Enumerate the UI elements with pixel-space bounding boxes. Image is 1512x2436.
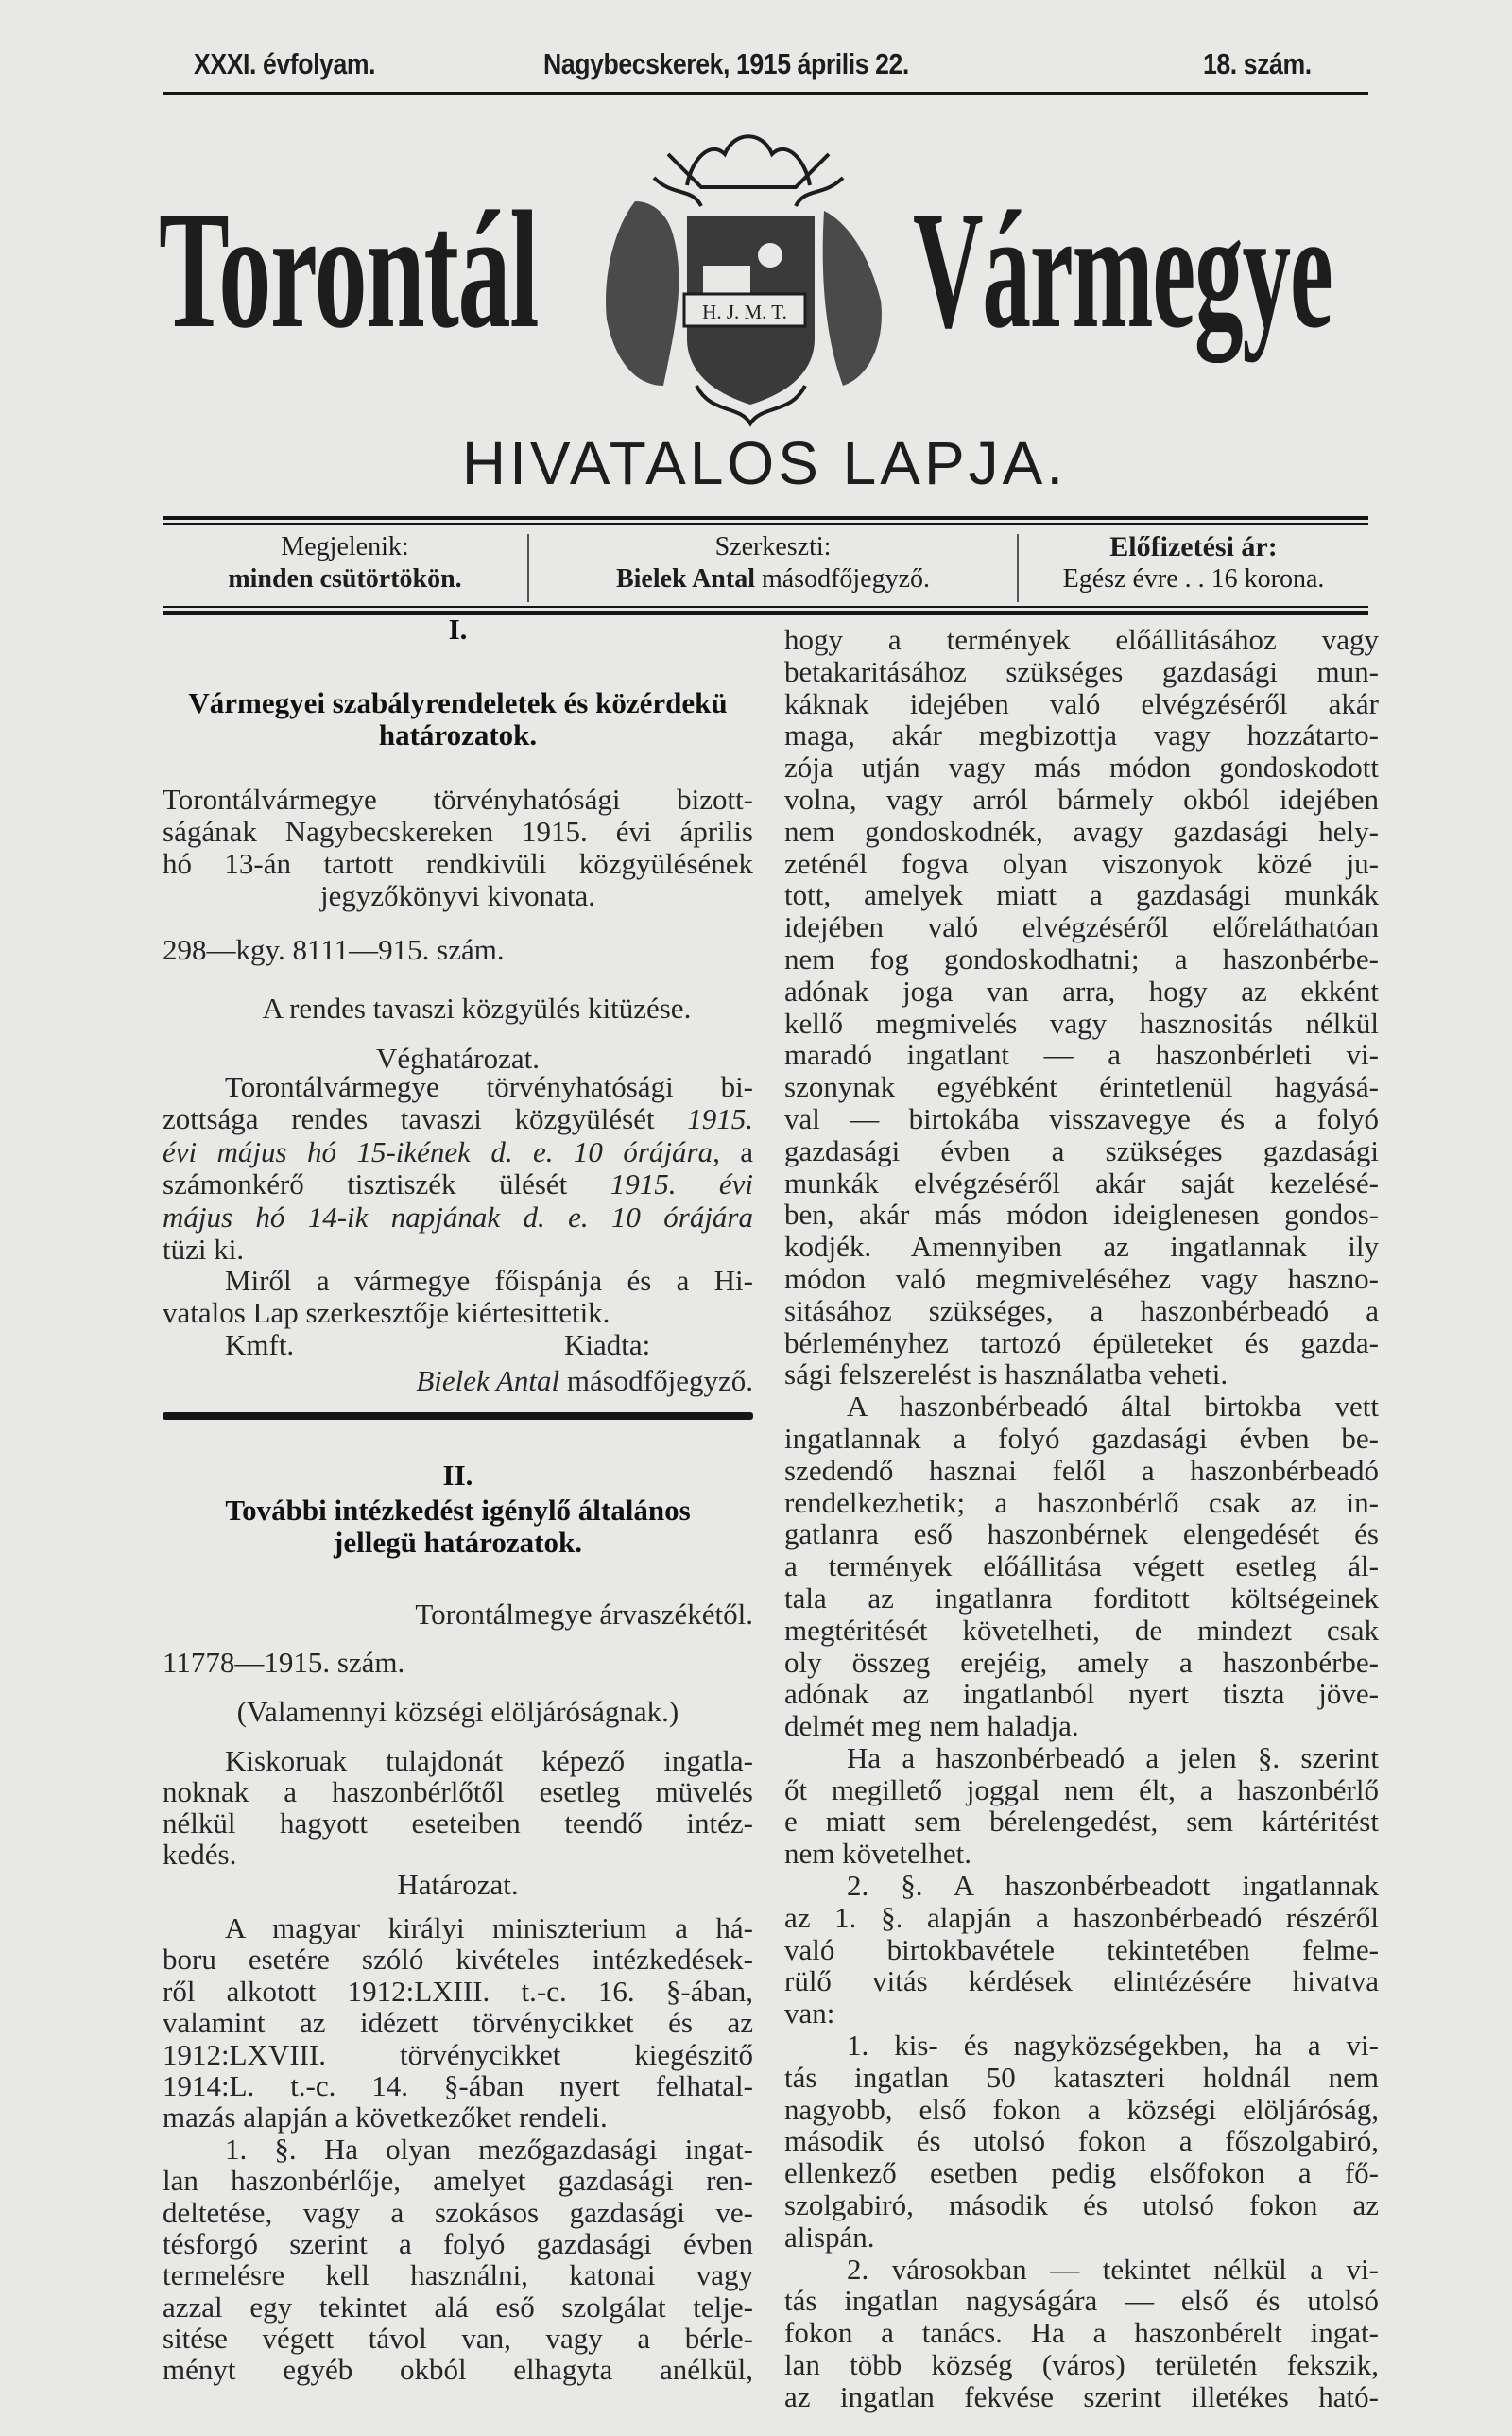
text-line	[784, 1582, 1379, 1615]
text-line	[163, 2039, 753, 2070]
text-segment: Kiskoruak tulajdonát képező ingatla-	[225, 1744, 753, 1777]
text-line	[784, 1263, 1379, 1295]
text-line	[163, 1839, 753, 1870]
text-segment: lan haszonbérlője, amelyet gazdasági ren-	[163, 2164, 753, 2198]
text-line	[784, 656, 1379, 688]
heading-line: határozatok.	[378, 718, 538, 752]
text-line	[784, 2285, 1379, 2317]
text-line	[163, 1297, 753, 1329]
text-segment: val — birtokába visszavegye és a folyó	[784, 1101, 1379, 1135]
section-2-body	[163, 1912, 753, 2386]
text-segment: tott, amelyek miatt a gazdasági munkák	[784, 878, 1379, 912]
text-line	[163, 2165, 753, 2196]
text-line	[784, 2381, 1379, 2413]
section-1-reference: 298—kgy. 8111—915. szám.	[163, 933, 505, 966]
text-line	[784, 2221, 1379, 2254]
text-segment: betakaritásához szükséges gazdasági mun-	[784, 654, 1379, 688]
text-line	[784, 911, 1379, 943]
text-line	[163, 1976, 753, 2007]
volume-label: XXXI. évfolyam.	[194, 47, 376, 80]
text-segment: gatlanra eső haszonbérnek elengedését és	[784, 1517, 1379, 1551]
text-segment: ben, akár más módon ideiglenesen gondos-	[784, 1198, 1379, 1232]
text-segment: ingatlannak a folyó gazdasági évben be-	[784, 1421, 1379, 1455]
text-segment: adónak az ingatlanból nyert tiszta jöve-	[784, 1677, 1379, 1711]
place-date-label: Nagybecskerek, 1915 április 22.	[543, 47, 909, 80]
text-segment: tüzi ki.	[163, 1232, 245, 1266]
text-line	[784, 1742, 1379, 1774]
signature-name: Bielek Antal	[416, 1364, 560, 1397]
title-left: Torontál	[159, 176, 539, 363]
text-segment: ményt egyéb okból elhagyta anélkül,	[163, 2353, 753, 2387]
text-line	[784, 1071, 1379, 1103]
price-value: Egész évre . . 16 korona.	[1062, 564, 1325, 594]
text-segment: kedés.	[163, 1838, 237, 1871]
text-line	[784, 848, 1379, 880]
info-rule-top	[163, 516, 1368, 520]
text-line	[784, 1135, 1379, 1167]
text-line	[784, 1902, 1379, 1934]
text-line	[163, 1234, 753, 1266]
text-segment: A haszonbérbeadó által birtokba vett	[847, 1390, 1379, 1424]
text-segment: 1. §. Ha olyan mezőgazdasági ingat-	[225, 2132, 753, 2166]
text-segment: 1. kis- és nagyközségekben, ha a vi-	[847, 2029, 1379, 2063]
text-line	[784, 2125, 1379, 2157]
text-line	[163, 1168, 753, 1201]
text-line	[784, 1965, 1379, 1997]
text-segment: adónak joga van arra, hogy az ekként	[784, 974, 1379, 1008]
text-segment: tala az ingatlanra forditott költségeinek	[784, 1581, 1379, 1615]
text-segment: noknak a haszonbérlőtől esetleg müvelés	[163, 1775, 753, 1808]
text-line	[784, 2030, 1379, 2062]
text-line	[784, 1423, 1379, 1455]
text-segment: az 1. §. alapján a haszonbérbeadó részéről	[784, 1900, 1379, 1934]
text-line	[784, 1870, 1379, 1902]
text-segment: módon való megmiveléséhez vagy haszno-	[784, 1261, 1379, 1295]
text-line	[784, 2157, 1379, 2189]
text-line	[784, 1358, 1379, 1391]
text-line	[784, 2349, 1379, 2381]
text-line	[784, 816, 1379, 848]
text-segment: évi május hó 15-ikének d. e. 10 órájára	[163, 1134, 713, 1168]
text-segment: Miről a vármegye főispánja és a Hi-	[225, 1264, 753, 1297]
section-1-decision-label: Véghatározat.	[376, 1042, 540, 1075]
text-segment: alispán.	[784, 2220, 875, 2254]
section-2-addressee: (Valamennyi községi elöljáróságnak.)	[236, 1695, 679, 1728]
section-2-subject	[163, 1745, 753, 1870]
info-rule-bottom-thin	[163, 606, 1368, 608]
text-line	[163, 1776, 753, 1807]
text-line	[784, 719, 1379, 752]
top-rule	[163, 92, 1368, 95]
editor-name: Bielek Antal	[615, 564, 755, 594]
text-line	[784, 1231, 1379, 1263]
text-segment: számonkérő tisztiszék ülését	[163, 1167, 610, 1201]
text-line: Torontálvármegye törvényhatósági bizott-	[163, 783, 753, 816]
section-2-decision-label: Határozat.	[397, 1868, 519, 1901]
text-line	[163, 2323, 753, 2354]
text-line	[163, 2259, 753, 2290]
text-line	[784, 1805, 1379, 1838]
text-segment: , a	[713, 1134, 754, 1168]
text-segment: delmét meg nem haladja.	[784, 1709, 1079, 1743]
text-segment: van:	[784, 1996, 835, 2030]
text-line	[784, 784, 1379, 816]
text-line	[163, 1912, 753, 1944]
text-segment: lan több község (város) területén fekszik,	[784, 2348, 1379, 2382]
text-line	[784, 1550, 1379, 1582]
text-segment: A magyar királyi miniszterium a há-	[225, 1911, 753, 1944]
text-line	[784, 1647, 1379, 1679]
text-line	[784, 1838, 1379, 1870]
text-segment: valamint az idézett törvénycikket és az	[163, 2006, 753, 2040]
text-line	[784, 624, 1379, 656]
text-segment: bérleményhez tartozó épületeket és gazda-	[784, 1325, 1379, 1359]
text-segment: káknak idejében való elvégzéséről akár	[784, 686, 1379, 720]
text-line	[163, 1807, 753, 1839]
text-segment: nem gondoskodnék, avagy gazdasági hely-	[784, 814, 1379, 848]
text-segment: tás ingatlan nagyságára — első és utolsó	[784, 2284, 1379, 2318]
price-info	[1019, 531, 1368, 601]
kmft-label: Kmft.	[225, 1328, 295, 1361]
text-segment: gazdasági évben a szükséges gazdasági	[784, 1133, 1379, 1167]
section-1-paragraph	[163, 1265, 753, 1330]
text-line	[784, 688, 1379, 720]
text-line	[784, 1103, 1379, 1135]
text-segment: sitése végett távol van, vagy a bérle-	[163, 2322, 753, 2356]
text-segment: Torontálvármegye törvényhatósági bi-	[225, 1070, 753, 1103]
text-line	[784, 1199, 1379, 1231]
section-1-intro	[163, 784, 753, 912]
text-segment: szolgabiró, második és utolsó fokon az	[784, 2188, 1379, 2222]
text-line	[163, 2134, 753, 2165]
crest-banner-text: H. J. M. T.	[702, 301, 787, 323]
text-segment: 1914:L. t.-c. 14. §-ában nyert felhatal-	[163, 2068, 753, 2102]
section-2-from: Torontálmegye árvaszékétől.	[415, 1598, 753, 1631]
info-rule-top-thin	[163, 523, 1368, 525]
text-line	[784, 1518, 1379, 1550]
text-segment: megtéritését követelheti, de mindezt csak	[784, 1613, 1379, 1647]
text-segment: szedendő hasznai felől a haszonbérbeadó	[784, 1453, 1379, 1487]
text-line	[784, 2062, 1379, 2094]
text-line	[784, 752, 1379, 784]
text-segment: tésforgó szerint a folyó gazdasági évben	[163, 2226, 753, 2260]
text-line	[163, 2354, 753, 2385]
text-line	[784, 1934, 1379, 1966]
text-line: jegyzőkönyvi kivonata.	[320, 879, 595, 912]
county-crest-logo	[597, 121, 903, 433]
text-line	[784, 1327, 1379, 1359]
issued-by-label: Kiadta:	[564, 1328, 651, 1361]
text-segment: ellenkező esetben pedig elsőfokon a fő-	[784, 2156, 1379, 2190]
right-column-body	[784, 624, 1379, 2413]
text-segment: munkák elvégzéséről akár saját kezelésé-	[784, 1166, 1379, 1200]
text-segment: azzal egy tekintet alá eső szolgálat telje-	[163, 2289, 753, 2324]
text-line	[163, 1201, 753, 1234]
heading-line: jellegü határozatok.	[334, 1526, 582, 1559]
text-line	[163, 1265, 753, 1297]
editor-info	[529, 531, 1017, 601]
text-line	[163, 2007, 753, 2038]
text-line	[784, 1487, 1379, 1519]
text-line	[784, 1167, 1379, 1200]
text-line	[784, 1774, 1379, 1806]
issue-number-label: 18. szám.	[1203, 47, 1312, 80]
text-segment: május hó 14-ik napjának d. e. 10 órájára	[163, 1200, 753, 1234]
text-line: ságának Nagybecskereken 1915. évi április	[163, 815, 753, 848]
text-segment: második és utolsó fokon a főszolgabiró,	[784, 2124, 1379, 2158]
text-segment: zója utján vagy más módon gondoskodott	[784, 751, 1379, 785]
section-1-heading	[163, 687, 753, 752]
subtitle: HIVATALOS LAPJA.	[461, 429, 1068, 497]
text-segment: 2. §. A haszonbérbeadott ingatlannak	[847, 1869, 1379, 1903]
text-segment: rülő vitás kérdések elintézésére hivatva	[784, 1964, 1379, 1998]
text-segment: mazás alapján a következőket rendeli.	[163, 2100, 608, 2134]
text-segment: 1912:LXVIII. törvénycikket kiegészitő	[163, 2037, 753, 2071]
text-line	[163, 1071, 753, 1103]
text-line	[784, 2317, 1379, 2349]
section-1-numeral: I.	[448, 613, 468, 646]
text-line	[784, 976, 1379, 1008]
heading-line: Vármegyei szabályrendeletek és közérdekü	[188, 686, 728, 719]
text-segment: sági felszerelést is használatba veheti.	[784, 1357, 1228, 1391]
text-segment: kodjék. Amennyiben az ingatlannak ily	[784, 1230, 1379, 1264]
text-line	[784, 879, 1379, 911]
text-line	[163, 2070, 753, 2101]
text-segment: e miatt sem bérelengedést, sem kártéritést	[784, 1805, 1379, 1839]
section-2-heading	[163, 1494, 753, 1559]
section-2-numeral: II.	[442, 1459, 473, 1492]
text-segment: kellő megmivelés vagy hasznositás nélkül	[784, 1006, 1379, 1040]
text-line	[163, 1136, 753, 1168]
text-segment: a termények előállitása végett esetleg ál-	[784, 1549, 1379, 1583]
text-segment: való birtokbavétele tekintetében felme-	[784, 1932, 1379, 1966]
text-segment: oly összeg erejéig, amely a haszonbérbe-	[784, 1645, 1379, 1679]
text-line	[784, 1008, 1379, 1040]
text-segment: maradó ingatlant — a haszonbérleti vi-	[784, 1038, 1379, 1072]
editor-title: másodfőjegyző.	[761, 564, 931, 594]
text-segment: ről alkotott 1912:LXIII. t.-c. 16. §-ában,	[163, 1974, 753, 2008]
publish-label: Megjelenik:	[281, 532, 409, 561]
heading-line: További intézkedést igénylő általános	[225, 1494, 691, 1527]
signature	[163, 1364, 753, 1398]
text-segment: vatalos Lap szerkesztője kiértesittetik.	[163, 1296, 610, 1330]
editor-label: Szerkeszti:	[714, 532, 832, 561]
text-segment: volna, vagy arról bármely okból idejében	[784, 782, 1379, 816]
text-segment: 1915. évi	[610, 1167, 753, 1201]
text-line	[784, 1997, 1379, 2030]
text-segment: őt megillető joggal nem élt, a haszonbérlő	[784, 1772, 1379, 1806]
text-line	[784, 2254, 1379, 2286]
text-segment: Ha a haszonbérbeadó a jelen §. szerint	[847, 1740, 1379, 1774]
text-segment: rendelkezhetik; a haszonbérlő csak az in-	[784, 1485, 1379, 1519]
text-segment: fokon a tanács. Ha a haszonbérelt ingat-	[784, 2316, 1379, 2350]
text-segment: idejében való elvégzéséről előreláthatóan	[784, 910, 1379, 944]
text-segment: nagyobb, első fokon a községi elöljáróság,	[784, 2092, 1379, 2126]
text-segment: zottsága rendes tavaszi közgyülését	[163, 1102, 688, 1136]
text-line	[163, 1745, 753, 1776]
text-line	[163, 2228, 753, 2259]
text-segment: boru esetére szóló kivételes intézkedések-	[163, 1943, 753, 1977]
text-line	[784, 2189, 1379, 2221]
text-line	[163, 1103, 753, 1135]
text-segment: nem fog gondoskodhatni; a haszonbérbe-	[784, 942, 1379, 976]
text-line	[784, 2094, 1379, 2126]
text-line: hó 13-án tartott rendkivüli közgyülésének	[163, 847, 753, 880]
text-segment: szonynak egyébként érintetlenül hagyásá-	[784, 1070, 1379, 1104]
text-line	[784, 1615, 1379, 1647]
text-line	[784, 1678, 1379, 1710]
text-line	[163, 1944, 753, 1975]
text-line	[784, 1039, 1379, 1071]
section-divider	[163, 1412, 753, 1420]
publish-info	[163, 531, 527, 601]
text-segment: 1915.	[687, 1102, 753, 1136]
text-segment: 2. városokban — tekintet nélkül a vi-	[847, 2252, 1379, 2286]
text-segment: sitásához szükséges, a haszonbérbeadó a	[784, 1293, 1379, 1327]
publish-value: minden csütörtökön.	[228, 564, 462, 594]
text-line	[784, 1391, 1379, 1423]
section-1-subject: A rendes tavaszi közgyülés kitüzése.	[262, 992, 692, 1025]
text-line	[784, 1710, 1379, 1742]
text-line	[163, 2197, 753, 2228]
text-segment: hogy a termények előállitásához vagy	[784, 623, 1379, 656]
price-label: Előfizetési ár:	[1109, 531, 1278, 562]
text-line	[784, 1455, 1379, 1487]
text-segment: maga, akár megbizottja vagy hozzátarto-	[784, 718, 1379, 752]
section-2-reference: 11778—1915. szám.	[163, 1646, 405, 1679]
text-segment: deltetése, vagy a szokásos gazdasági ve-	[163, 2195, 753, 2229]
text-line	[163, 2291, 753, 2323]
section-1-paragraph	[163, 1071, 753, 1266]
signature-title: másodfőjegyző.	[559, 1364, 753, 1397]
text-segment: zeténél fogva olyan viszonyok közé ju-	[784, 846, 1379, 880]
text-line	[163, 2101, 753, 2133]
text-line	[784, 1295, 1379, 1327]
text-segment: nélkül hagyott eseteiben teendő intéz-	[163, 1806, 753, 1840]
text-segment: az ingatlan fekvése szerint illetékes ható-	[784, 2379, 1379, 2413]
closing-row	[163, 1328, 753, 1360]
text-segment: termelésre kell használni, katonai vagy	[163, 2258, 753, 2292]
text-segment: nem követelhet.	[784, 1837, 971, 1871]
text-line	[784, 943, 1379, 976]
title-right: Vármegye	[913, 176, 1332, 363]
text-segment: tás ingatlan 50 kataszteri holdnál nem	[784, 2060, 1379, 2094]
